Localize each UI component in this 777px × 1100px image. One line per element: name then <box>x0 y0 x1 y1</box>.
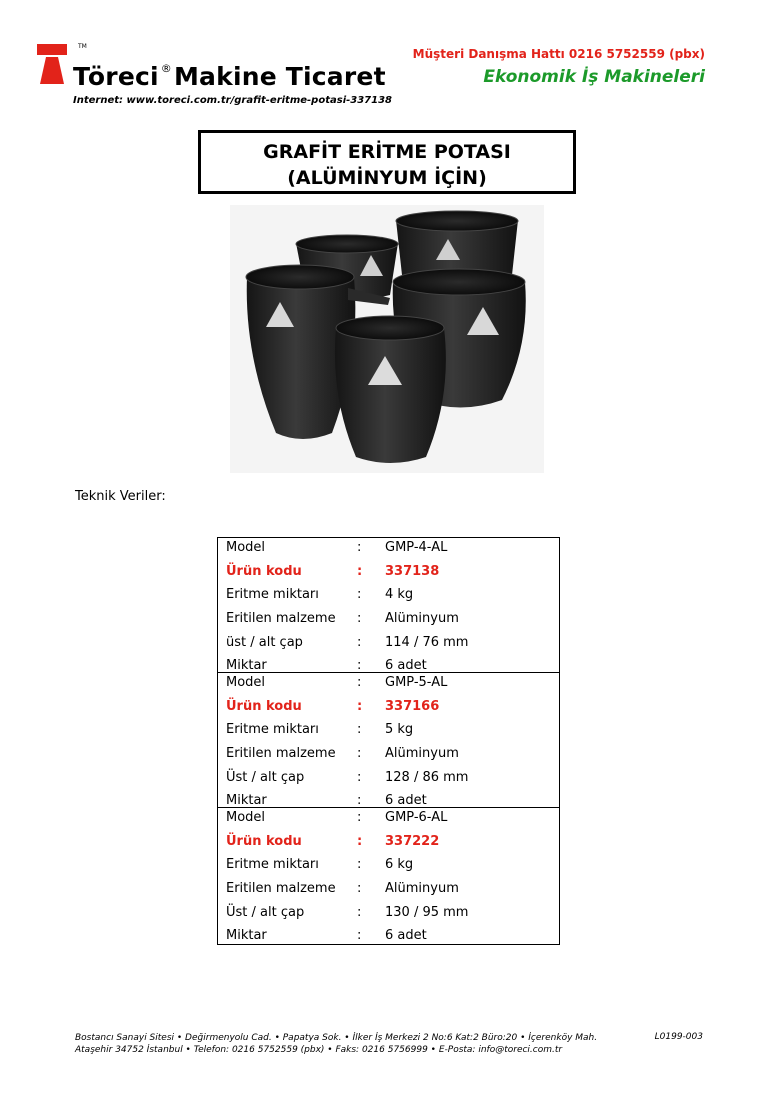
spec-separator: : <box>357 857 362 873</box>
spec-separator: : <box>357 563 363 579</box>
technical-data-label: Teknik Veriler: <box>75 489 166 504</box>
product-code: 337222 <box>385 833 440 849</box>
spec-label: Eritilen malzeme <box>226 611 336 627</box>
brand-name: Töreci <box>73 62 159 91</box>
spec-separator: : <box>357 904 362 920</box>
spec-label: Ürün kodu <box>226 833 302 849</box>
spec-separator: : <box>357 634 362 650</box>
document-number: L0199-003 <box>654 1032 703 1042</box>
spec-row <box>218 673 559 697</box>
spec-separator: : <box>357 928 362 944</box>
spec-separator: : <box>357 769 362 785</box>
spec-value: 6 adet <box>385 658 427 674</box>
customer-hotline: Müşteri Danışma Hattı 0216 5752559 (pbx) <box>412 47 705 61</box>
spec-label: Eritme miktarı <box>226 587 319 603</box>
product-code: 337166 <box>385 698 440 714</box>
spec-separator: : <box>357 587 362 603</box>
spec-value: 6 adet <box>385 928 427 944</box>
spec-value: Alüminyum <box>385 611 459 627</box>
spec-label: Eritme miktarı <box>226 857 319 873</box>
spec-row-product-code <box>218 697 559 721</box>
spec-value: GMP-6-AL <box>385 810 448 825</box>
spec-row <box>218 538 559 562</box>
spec-label: Model <box>226 540 266 555</box>
spec-separator: : <box>357 881 362 897</box>
spec-row <box>218 768 559 792</box>
footer-address <box>75 1032 597 1056</box>
footer-address-line1: Bostancı Sanayi Sitesi • Değirmenyolu Cad. • Papatya Sok. • İlker İş Merkezi 2 No:6 Kat:2 Büro:20 • İçerenköy Mah. <box>75 1033 598 1043</box>
spec-value: 114 / 76 mm <box>385 634 469 650</box>
spec-label: Eritilen malzeme <box>226 746 336 762</box>
spec-row <box>218 720 559 744</box>
spec-value: 5 kg <box>385 722 414 738</box>
spec-separator: : <box>357 793 362 809</box>
spec-value: 4 kg <box>385 587 414 603</box>
spec-separator: : <box>357 698 363 714</box>
spec-separator: : <box>357 722 362 738</box>
spec-row <box>218 609 559 633</box>
spec-table-gmp-5-al <box>217 672 560 808</box>
spec-row <box>218 855 559 879</box>
spec-label: Ürün kodu <box>226 698 302 714</box>
spec-row-product-code <box>218 832 559 856</box>
spec-row <box>218 926 559 944</box>
spec-label: Miktar <box>226 658 267 674</box>
product-title-box <box>198 130 576 194</box>
spec-row <box>218 585 559 609</box>
spec-label: üst / alt çap <box>226 634 303 650</box>
spec-value: Alüminyum <box>385 881 459 897</box>
spec-separator: : <box>357 675 362 690</box>
spec-label: Model <box>226 675 266 690</box>
company-slogan: Ekonomik İş Makineleri <box>483 67 705 87</box>
spec-value: 6 adet <box>385 793 427 809</box>
spec-value: 6 kg <box>385 857 414 873</box>
spec-table-gmp-4-al <box>217 537 560 673</box>
trademark-symbol: TM <box>78 43 87 50</box>
spec-separator: : <box>357 746 362 762</box>
spec-row <box>218 903 559 927</box>
spec-separator: : <box>357 833 363 849</box>
registered-mark: ® <box>160 61 172 75</box>
spec-row <box>218 744 559 768</box>
spec-value: 130 / 95 mm <box>385 904 469 920</box>
spec-row <box>218 879 559 903</box>
spec-label: Üst / alt çap <box>226 769 305 785</box>
footer-address-line2: Ataşehir 34752 İstanbul • Telefon: 0216 5752559 (pbx) • Faks: 0216 5756999 • E-Posta: info@toreci.com.tr <box>75 1045 563 1055</box>
spec-label: Üst / alt çap <box>226 904 305 920</box>
spec-row <box>218 808 559 832</box>
spec-row <box>218 656 559 672</box>
company-name <box>73 62 386 91</box>
spec-value: GMP-4-AL <box>385 540 448 555</box>
product-code: 337138 <box>385 563 440 579</box>
website-url[interactable]: Internet: www.toreci.com.tr/grafit-eritme-potasi-337138 <box>73 95 393 106</box>
spec-label: Miktar <box>226 793 267 809</box>
spec-row-product-code <box>218 562 559 586</box>
spec-separator: : <box>357 611 362 627</box>
spec-label: Model <box>226 810 266 825</box>
spec-value: Alüminyum <box>385 746 459 762</box>
spec-separator: : <box>357 810 362 825</box>
toreci-logo-icon <box>37 44 67 84</box>
spec-label: Eritilen malzeme <box>226 881 336 897</box>
brand-rest: Makine Ticaret <box>173 62 386 91</box>
spec-row <box>218 791 559 807</box>
graphite-crucibles-photo <box>230 205 544 473</box>
product-title-line2: (ALÜMİNYUM İÇİN) <box>287 167 487 189</box>
product-title-line1: GRAFİT ERİTME POTASI <box>263 141 511 163</box>
spec-table-gmp-6-al <box>217 807 560 945</box>
spec-row <box>218 633 559 657</box>
spec-label: Ürün kodu <box>226 563 302 579</box>
spec-label: Miktar <box>226 928 267 944</box>
spec-value: 128 / 86 mm <box>385 769 469 785</box>
spec-label: Eritme miktarı <box>226 722 319 738</box>
spec-separator: : <box>357 658 362 674</box>
spec-value: GMP-5-AL <box>385 675 448 690</box>
spec-separator: : <box>357 540 362 555</box>
